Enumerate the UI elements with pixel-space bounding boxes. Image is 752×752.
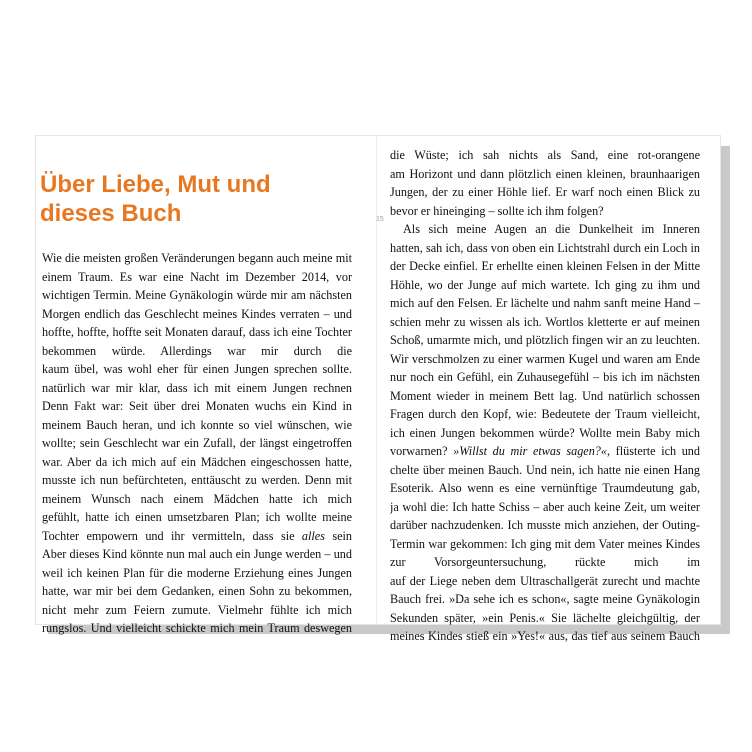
text-line: gefühlt, hatte ich einen umsetzbaren Plan; ich wollte meine <box>42 510 352 524</box>
text-line: Termin war gekommen: Ich ging mit dem Vater meines Kindes <box>390 536 700 551</box>
text-line: Sekunden später, »ein Penis.« Sie lächelte gleichgültig, der <box>390 610 700 625</box>
text-line: einem Traum. Es war eine Nacht im Dezember 2014, vor <box>42 269 352 284</box>
text-fragment: Tochter empowern und ihr vermitteln, dass sie <box>42 528 295 543</box>
text-line: die Wüste; ich sah nichts als Sand, eine rot-orangene <box>390 148 700 162</box>
page-number: 15 <box>376 216 384 223</box>
text-line: nicht mehr zum Feiern zumute. Vielmehr fühlte ich mich <box>42 602 352 617</box>
text-line <box>390 442 700 461</box>
text-line: darüber nachzudenken. Ich musste mich anziehen, der Outing- <box>390 518 700 532</box>
text-line: am Horizont und dann plötzlich einen kleinen, braunhaarigen <box>390 166 700 181</box>
heading-line-2: dieses Buch <box>40 200 182 227</box>
text-line: wollte; sein Geschlecht war ein Zufall, der längst eingetroffen <box>42 436 352 450</box>
text-line: bekommen würde. Allerdings war mir durch die <box>42 343 352 358</box>
text-line: ich einen Jungen bekommen würde? Wollte mein Baby mich <box>390 425 700 440</box>
chapter-heading <box>40 170 360 228</box>
text-line: war. Aber da ich mich auf ein Mädchen eingeschossen hatte, <box>42 454 352 469</box>
text-line: weil ich keinen Plan für die moderne Erziehung eines Jungen <box>42 565 352 580</box>
gutter <box>376 136 377 624</box>
text-line: Als sich meine Augen an die Dunkelheit im Inneren <box>403 222 700 236</box>
text-line: auf der Liege neben dem Ultraschallgerät zurecht und machte <box>390 573 700 588</box>
text-line: nur noch ein Gefühl, ein Zuhausegefühl – bis ich im nächsten <box>390 370 700 384</box>
text-line: Denn Fakt war: Seit über drei Monaten wuchs ein Kind in <box>42 399 352 413</box>
text-line: bevor er hineinging – sollte ich ihm folgen? <box>390 203 604 218</box>
text-line <box>42 379 352 398</box>
text-line: chelte über meinen Bauch. Und nein, ich hatte nie einen Hang <box>390 462 700 477</box>
text-fragment: sein <box>332 528 352 543</box>
text-line: Esoterik. Also wenn es eine vernünftige Traumdeutung gab, <box>390 481 700 495</box>
italic-quote: »Willst du mir etwas sagen?« <box>453 444 607 458</box>
text-fragment: natürlich war mir klar, dass ich mit einem Jungen rechnen <box>42 380 352 395</box>
text-line: meines Kindes stieß ein »Yes!« aus, das tief aus seinem Bauch <box>390 629 700 643</box>
text-line: Höhle, wo der Junge auf mich wartete. Ich ging zu ihm und <box>390 277 700 292</box>
text-line: ja wohl die: Ich hatte Schiss – aber auch keine Zeit, um weiter <box>390 499 700 514</box>
text-line: Morgen endlich das Geschlecht meines Kindes verraten – und <box>42 306 352 321</box>
text-line: hatte, war mir bei dem Gedanken, einen Sohn zu bekommen, <box>42 584 352 598</box>
heading-line-1: Über Liebe, Mut und <box>40 171 271 198</box>
italic-word: alles <box>301 528 325 543</box>
text-line: der Decke einfiel. Er erhellte einen kleinen Felsen in der Mitte <box>390 259 700 273</box>
text-line: Moment wieder in meinem Bett lag. Und natürlich schossen <box>390 388 700 403</box>
text-line: Schoß, umarmte mich, und plötzlich fingen wir an zu leuchten. <box>390 333 700 347</box>
text-line: Aber dieses Kind könnte nun mal auch ein Junge werden – und <box>42 547 352 561</box>
text-line: Wie die meisten großen Veränderungen begann auch meine mit <box>42 251 352 265</box>
text-line: meinem Wunsch nach einem Mädchen hatte ich mich <box>42 491 352 506</box>
text-fragment: vorwarnen? <box>390 444 448 458</box>
text-line: kaum übel, was wohl eher für einen Jungen sprechen sollte. <box>42 362 352 376</box>
text-line: Jungen, der zu einer Höhle lief. Er warf noch einen Blick zu <box>390 185 700 199</box>
text-fragment: , flüsterte ich und <box>607 444 700 458</box>
text-line: zur Vorsorgeuntersuchung, rückte mich im <box>390 555 700 569</box>
text-line: hatten, sah ich, dass von oben ein Lichtstrahl durch ein Loch in <box>390 240 700 255</box>
text-line: schien mehr zu wissen als ich. Wortlos kletterte er auf meinen <box>390 314 700 329</box>
right-column <box>390 146 700 646</box>
text-line: meinem Bauch heran, und ich konnte so viel wünschen, wie <box>42 417 352 432</box>
text-line: mich auf den Felsen. Er lächelte und nahm sanft meine Hand – <box>390 296 700 310</box>
text-line: Wir verschmolzen zu einer warmen Kugel und waren am Ende <box>390 351 700 366</box>
text-line: musste ich nun befürchteten, enttäuscht zu werden. Denn mit <box>42 473 352 487</box>
text-line: Bauch frei. »Da sehe ich es schon«, sagte meine Gynäkologin <box>390 592 700 606</box>
text-line <box>42 527 352 546</box>
book-spread <box>36 136 720 643</box>
text-line: wichtigen Termin. Meine Gynäkologin würde mir am nächsten <box>42 288 352 302</box>
left-column <box>42 249 352 638</box>
text-line: Fragen durch den Kopf, wie: Bedeutete der Traum vielleicht, <box>390 407 700 421</box>
text-line: hoffte, hoffte, hoffte seit Monaten darauf, dass ich eine Tochter <box>42 325 352 339</box>
text-line: rungslos. Und vielleicht schickte mich mein Traum deswegen <box>42 621 352 635</box>
